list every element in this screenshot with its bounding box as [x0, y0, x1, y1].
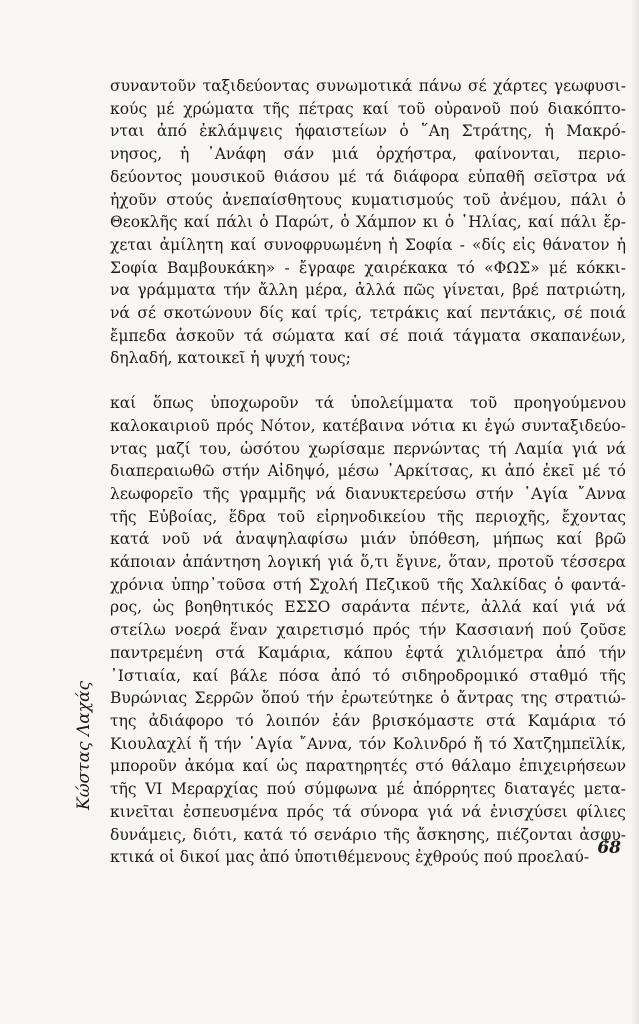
- text-line: Κιουλαχλί ἤ τήν ῾Αγία ῎Αννα, τόν Κολινδρό ἤ τό Χατζημπεϊλίκ,: [110, 734, 626, 753]
- text-line: κούς μέ χρώματα τῆς πέτρας καί τοῦ οὐρανοῦ πού διακόπτο-: [110, 99, 626, 118]
- text-line: λεωφορεῖο τῆς γραμμῆς νά διανυκτερεύσω στήν ῾Αγία ῎Αννα: [110, 484, 626, 503]
- text-line: κάποιαν ἀπάντηση λογική γιά ὅ,τι ἔγινε, ὅταν, προτοῦ τέσσερα: [110, 553, 626, 572]
- text-line: δυνάμεις, διότι, κατά τό σενάριο τῆς ἄσκησης, πιέζονται ἀσφυ-: [110, 825, 626, 844]
- paragraph-gap: [110, 370, 626, 392]
- page-number: 68: [597, 838, 621, 858]
- text-line: κτικά οἱ δικοί μας ἀπό ὑποτιθέμενους ἐχθρούς πού προελαύ-: [110, 848, 590, 867]
- text-line: Θεοκλῆς καί πάλι ὁ Παρώτ, ὁ Χάμπον κι ὁ ᾿Ηλίας, καί πάλι ἔρ-: [110, 213, 626, 232]
- text-line: χρόνια ὑπηρ᾿τοῦσα στή Σχολή Πεζικοῦ τῆς Χαλκίδας ὁ φαντά-: [110, 575, 626, 594]
- paragraph-1: [110, 75, 626, 370]
- paragraph-2: [110, 392, 626, 869]
- text-line: ᾿Ιστιαία, καί βάλε πόσα ἀπό τό σιδηροδρομικό σταθμό τῆς: [110, 666, 626, 685]
- text-line: διαπεραιωθῶ στήν Αἰδηψό, μέσω ᾿Αρκίτσας, κι ἀπό ἐκεῖ μέ τό: [110, 462, 626, 481]
- text-line: καλοκαιριοῦ πρός Νότον, κατέβαινα νότια κι ἐγώ συνταξιδεύο-: [110, 416, 626, 435]
- text-line: νται ἀπό ἐκλάμψεις ἡφαιστείων ὁ ῞Αη Στράτης, ἡ Μακρό-: [110, 122, 626, 141]
- text-line: ρος, ὡς βοηθητικός ΕΣΣΟ σαράντα πέντε, ἀλλά καί γιά νά: [110, 598, 626, 617]
- text-line: κατά νοῦ νά ἀναψηλαφίσω μιάν ὑπόθεση, μήπως καί βρῶ: [110, 530, 626, 549]
- text-line: κινεῖται ἐσπευσμένα πρός τά σύνορα γιά νά ἐνισχύσει φίλιες: [110, 802, 626, 821]
- text-line: ἠχοῦν στούς ἀνεπαίσθητους κυματισμούς τοῦ ἀνέμου, πάλι ὁ: [110, 190, 626, 209]
- author-name: Κώστας Λαχάς: [74, 680, 94, 810]
- text-line: νά σέ σκοτώνουν δίς καί τρίς, τετράκις καί πεντάκις, σέ ποιά: [110, 304, 626, 323]
- page-edge-shadow: [631, 0, 639, 1024]
- text-line: τῆς VI Μεραρχίας πού σύμφωνα μέ ἀπόρρητες διαταγές μετα-: [110, 780, 626, 799]
- text-line: ἔμπεδα ἀσκοῦν τά σώματα καί σέ ποιά τάγματα σκαπανέων,: [110, 326, 626, 345]
- text-line: συναντοῦν ταξιδεύοντας συνωμοτικά πάνω σέ χάρτες γεωφυσι-: [110, 77, 626, 95]
- text-line: παντρεμένη στά Καμάρια, κάπου ἑφτά χιλιόμετρα ἀπό τήν: [110, 643, 626, 662]
- text-line: δεύοντος μουσικοῦ θιάσου μέ τά διάφορα εὐπαθῆ σεῖστρα νά: [110, 167, 626, 186]
- body-text: [110, 75, 626, 869]
- text-line: Σοφία Βαμβουκάκη» - ἔγραφε χαιρέκακα τό «ΦΩΣ» μέ κόκκι-: [110, 258, 626, 277]
- text-line: στείλω νοερά ἕναν χαιρετισμό πρός τήν Κασσιανή πού ζοῦσε: [110, 621, 626, 640]
- text-line: καί ὅπως ὑποχωροῦν τά ὑπολείμματα τοῦ προηγούμενου: [110, 394, 626, 413]
- text-line: μποροῦν ἀκόμα καί ὡς παρατηρητές στό θάλαμο ἐπιχειρήσεων: [110, 757, 626, 776]
- text-line: της ἀδιάφορο τό λοιπόν ἐάν βρισκόμαστε στά Καμάρια τό: [110, 711, 626, 730]
- text-line: ντας μαζί του, ὡσότου χωρίσαμε περνώντας τή Λαμία γιά νά: [110, 439, 626, 458]
- text-line: δηλαδή, κατοικεῖ ἡ ψυχή τους;: [110, 349, 351, 368]
- text-line: Βυρώνιας Σερρῶν ὅπού τήν ἐρωτεύτηκε ὁ ἄντρας της στρατιώ-: [110, 689, 626, 708]
- text-line: χεται ἀμίλητη καί συνοφρυωμένη ἡ Σοφία - «δίς εἰς θάνατον ἡ: [110, 235, 626, 254]
- text-line: να γράμματα τήν ἄλλη μέρα, ἀλλά πῶς γίνεται, βρέ πατριώτη,: [110, 281, 626, 300]
- text-line: νησος, ἡ ᾿Ανάφη σάν μιά ὀρχήστρα, φαίνονται, περιο-: [110, 145, 626, 164]
- text-line: τῆς Εὐβοίας, ἕδρα τοῦ εἰρηνοδικείου τῆς περιοχῆς, ἔχοντας: [110, 507, 626, 526]
